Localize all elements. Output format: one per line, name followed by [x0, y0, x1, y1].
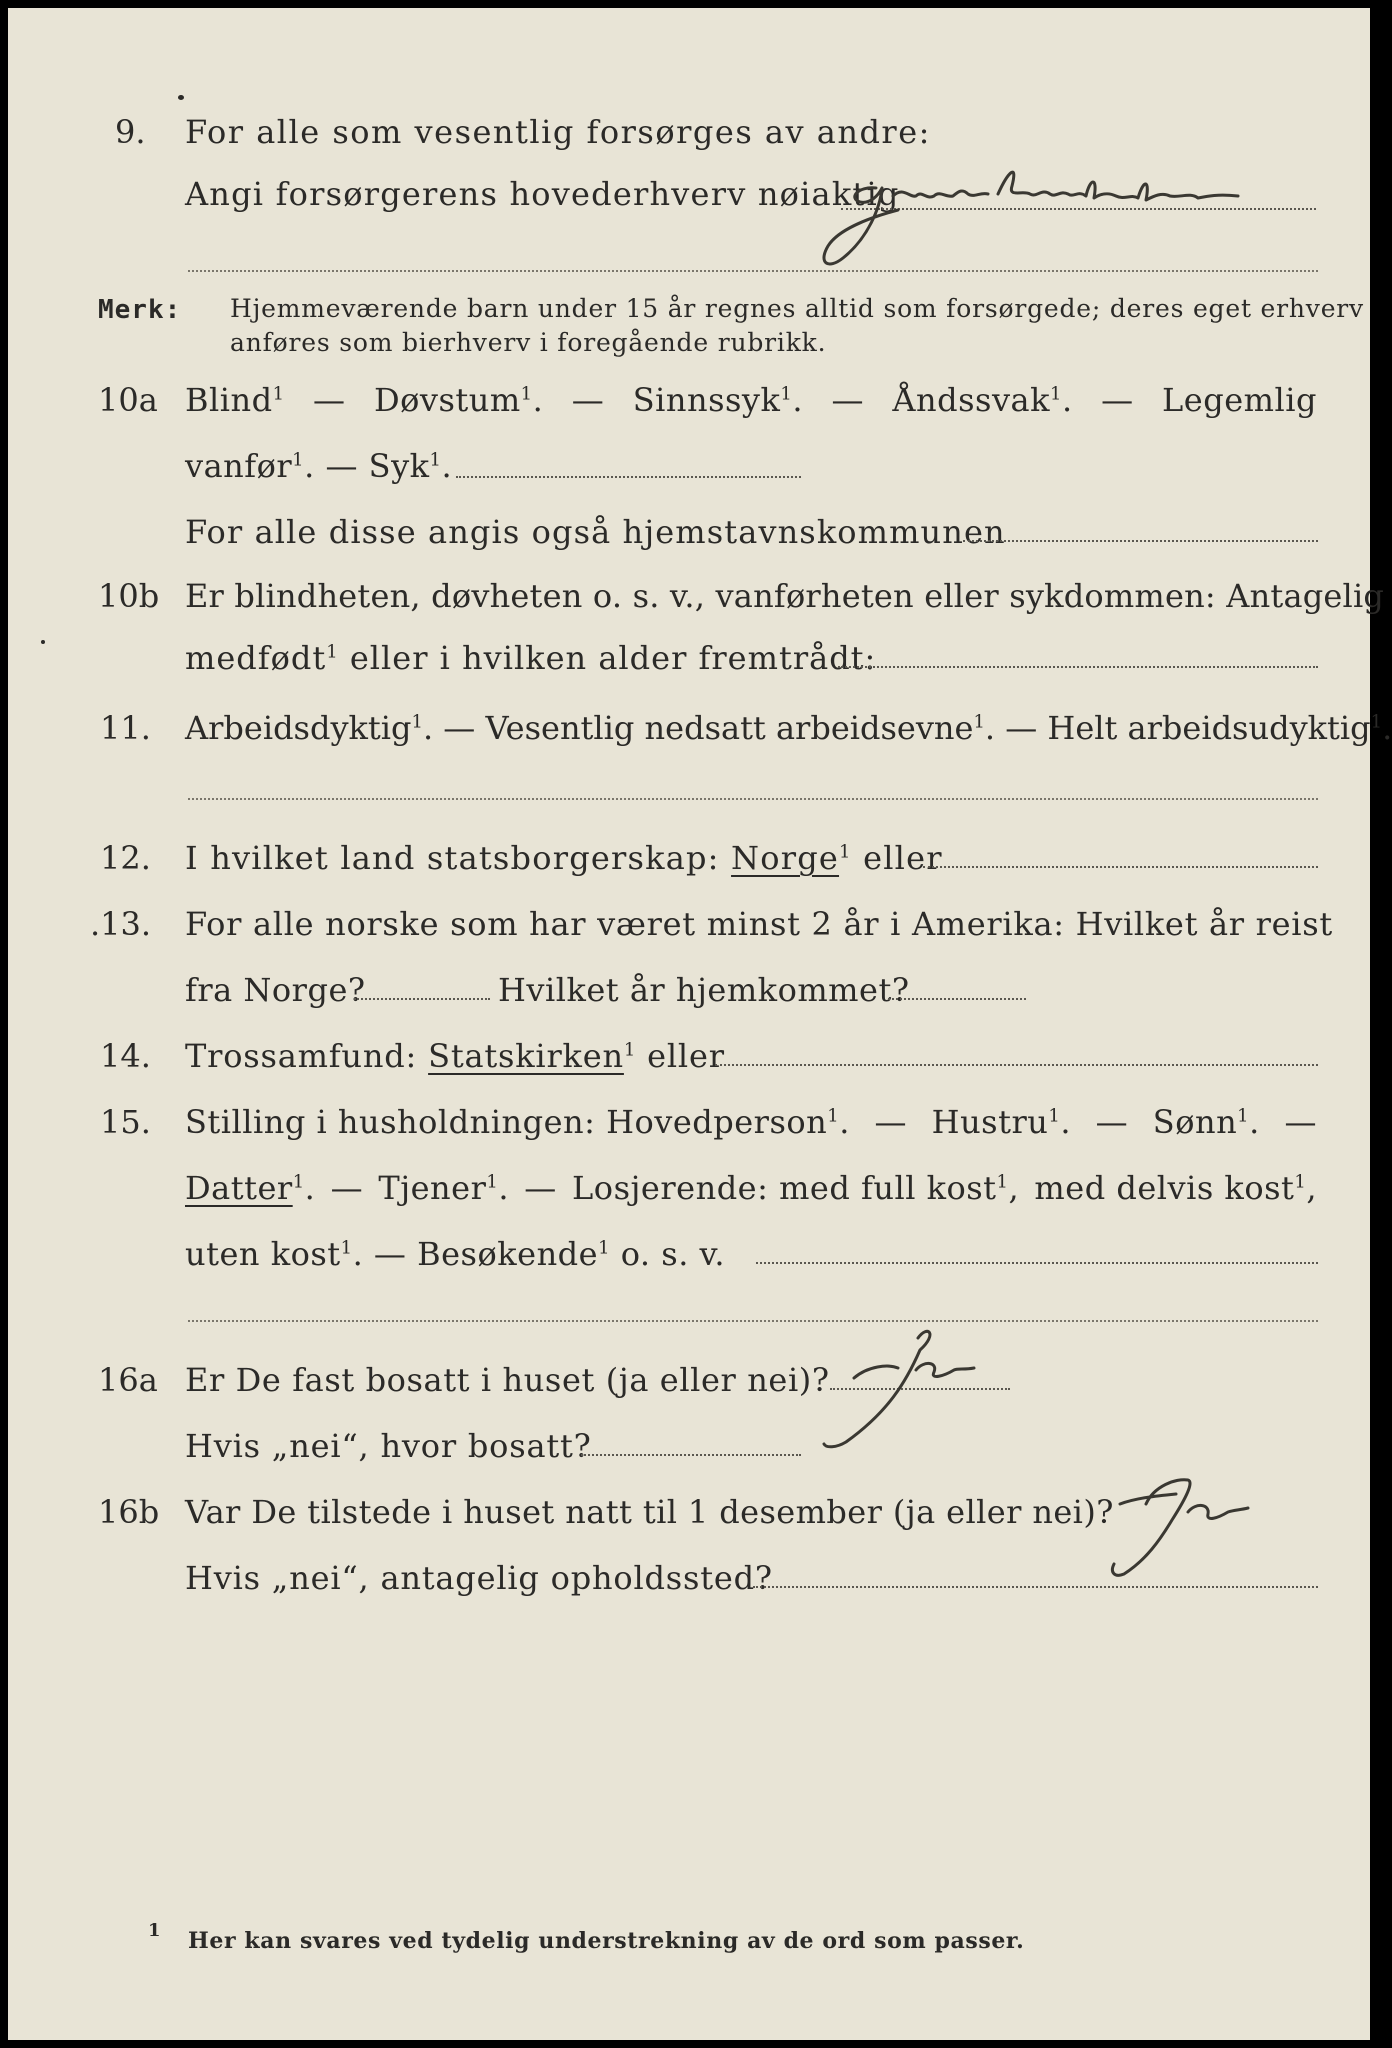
q12-line: I hvilket land statsborgerskap: Norge$^1$ eller	[185, 839, 943, 877]
dash: —	[831, 381, 864, 419]
q11-number: 11.	[100, 709, 151, 747]
ink-speck	[41, 640, 45, 644]
q16a-handwritten-answer	[788, 1326, 1028, 1456]
q10a-line1	[185, 380, 1317, 420]
q16a-line2: Hvis „nei“, hvor bosatt?	[185, 1427, 592, 1465]
q10a-answer-line	[456, 476, 801, 478]
q13-line1: For alle norske som har været minst 2 år i Amerika: Hvilket år reist	[185, 905, 1333, 943]
q12-number: 12.	[100, 839, 151, 877]
option-besokende: Besøkende	[417, 1235, 599, 1273]
option-full-kost: Losjerende: med full kost	[572, 1169, 997, 1207]
option-hustru: Hustru	[931, 1103, 1049, 1141]
option-uten-kost: uten kost	[185, 1235, 341, 1273]
q10b-line2: medfødt$^1$ eller i hvilken alder fremtrådt:	[185, 639, 877, 677]
option-syk: Syk	[368, 447, 430, 485]
q16a-number: 16a	[98, 1361, 158, 1399]
option-statskirken-underlined: Statskirken	[428, 1037, 624, 1075]
option-sonn: Sønn	[1152, 1103, 1238, 1141]
option-vanfor: vanfør	[185, 447, 293, 485]
option-tjener: Tjener	[378, 1169, 487, 1207]
q15-line1: Stilling i husholdningen: Hovedperson$^1$. — Hustru$^1$. — Sønn$^1$. —	[185, 1103, 1317, 1141]
option-legemlig: Legemlig	[1162, 381, 1317, 419]
option-dovstum: Døvstum$^1$.	[373, 381, 544, 419]
option-udyktig: Helt arbeidsudyktig	[1047, 709, 1371, 747]
dash: —	[312, 381, 346, 419]
option-andssvak: Åndssvak$^1$.	[892, 381, 1073, 419]
q16a-line1: Er De fast bosatt i huset (ja eller nei)?	[185, 1361, 830, 1399]
merk-line2: anføres som bierhverv i foregående rubrikk.	[230, 328, 827, 357]
q13-line2a: fra Norge?	[185, 971, 366, 1009]
q12-answer-line	[923, 866, 1318, 868]
q16b-number: 16b	[98, 1493, 160, 1531]
merk-line1: Hjemmeværende barn under 15 år regnes alltid som forsørgede; deres eget erhverv	[230, 294, 1364, 323]
q9-line1: For alle som vesentlig forsørges av andre:	[185, 113, 931, 151]
q9-line2: Angi forsørgerens hovederhverv nøiaktig	[185, 175, 900, 213]
option-datter-underlined: Datter	[185, 1169, 293, 1207]
q13-hjemkommet-line	[888, 998, 1026, 1000]
option-blind: Blind$^1$	[185, 381, 285, 419]
q14-line: Trossamfund: Statskirken$^1$ eller	[185, 1037, 725, 1075]
q11-answer-line	[188, 798, 1318, 800]
q10a-hjemstavn-line	[963, 540, 1318, 542]
ink-speck	[178, 95, 184, 100]
dash: —	[1101, 381, 1134, 419]
q10b-line1: Er blindheten, døvheten o. s. v., vanførheten eller sykdommen: Antagelig	[185, 577, 1385, 615]
q16b-line1: Var De tilstede i huset natt til 1 desember (ja eller nei)?	[185, 1493, 1114, 1531]
q14-answer-line	[715, 1064, 1318, 1066]
option-sinnssyk: Sinnssyk$^1$.	[632, 381, 804, 419]
q10a-number: 10a	[98, 381, 158, 419]
q10a-line2: vanfør$^1$. — Syk$^1$.	[185, 447, 453, 485]
q9-extra-line	[188, 270, 1318, 272]
q13-reist-line	[354, 998, 490, 1000]
q13-number: .13.	[90, 905, 152, 943]
q10a-line3: For alle disse angis også hjemstavnskommunen	[185, 513, 1006, 551]
q15-line3: uten kost$^1$. — Besøkende$^1$ o. s. v.	[185, 1235, 725, 1273]
option-hovedperson: Stilling i husholdningen: Hovedperson	[185, 1103, 828, 1141]
option-delvis-kost: med delvis kost	[1034, 1169, 1295, 1207]
q16b-opholdssted-line	[753, 1586, 1318, 1588]
dash: —	[571, 381, 605, 419]
option-arbeidsdyktig: Arbeidsdyktig	[185, 709, 412, 747]
q9-number: 9.	[115, 113, 146, 151]
footnote-mark: 1	[148, 1920, 162, 1941]
census-form-page	[8, 8, 1392, 2040]
footnote-text: Her kan svares ved tydelig understrekning av de ord som passer.	[188, 1928, 1025, 1954]
q15-extra-line	[188, 1320, 1318, 1322]
option-norge-underlined: Norge	[731, 839, 840, 877]
q10b-answer-line	[838, 666, 1318, 668]
q16b-line2: Hvis „nei“, antagelig opholdssted?	[185, 1559, 773, 1597]
q11-line: Arbeidsdyktig$^1$. — Vesentlig nedsatt arbeidsevne$^1$. — Helt arbeidsudyktig$^1$.	[185, 709, 1392, 747]
q15-number: 15.	[100, 1103, 151, 1141]
q15-line2: Datter$^1$. — Tjener$^1$. — Losjerende: med full kost$^1$, med delvis kost$^1$,	[185, 1169, 1317, 1207]
q16a-bosatt-line	[581, 1454, 801, 1456]
q16b-handwritten-answer	[1076, 1464, 1276, 1584]
q14-number: 14.	[100, 1037, 151, 1075]
merk-label: Merk:	[98, 295, 182, 325]
option-nedsatt: Vesentlig nedsatt arbeidsevne	[485, 709, 974, 747]
q10b-number: 10b	[98, 577, 160, 615]
q15-answer-line	[756, 1262, 1318, 1264]
q13-line2b: Hvilket år hjemkommet?	[498, 971, 910, 1009]
q9-handwritten-answer	[798, 168, 1278, 278]
option-medfodt: medfødt	[185, 639, 327, 677]
dash: —	[325, 447, 358, 485]
